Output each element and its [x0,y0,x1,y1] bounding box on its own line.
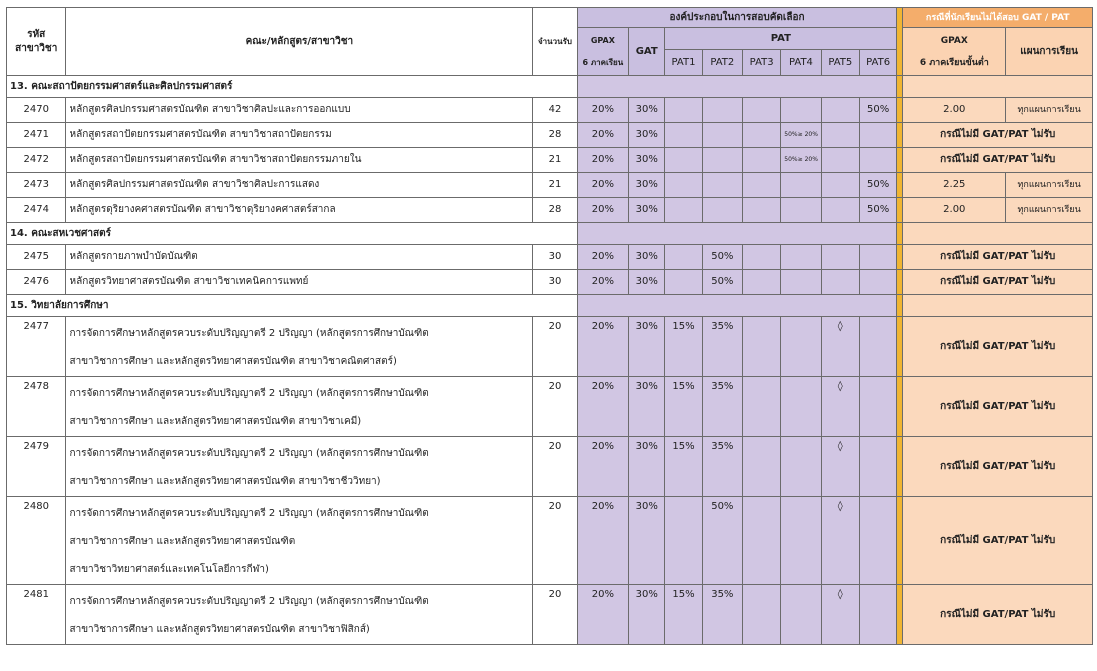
program-name-line: สาขาวิชาการศึกษา และหลักสูตรวิทยาศาสตรบัณฑิต สาขาวิชาเคมี) [69,416,362,427]
header-pat: PAT [665,28,897,50]
pat3-weight [742,173,780,198]
pat4-weight [781,198,821,223]
header-components: องค์ประกอบในการสอบคัดเลือก [577,8,897,28]
section-purple-filler [577,295,897,317]
pat4-weight [781,377,821,437]
pat4-weight [781,585,821,645]
program-name-line: หลักสูตรศิลปกรรมศาสตรบัณฑิต สาขาวิชาศิลปะการแสดง [69,179,320,190]
pat3-weight [742,317,780,377]
pat3-weight [742,123,780,148]
study-plan: ทุกแผนการเรียน [1006,198,1093,223]
header-pat-1: PAT1 [665,50,702,76]
gpax-weight: 20% [577,270,628,295]
pat5-weight: ◊ [821,377,859,437]
program-code: 2476 [7,270,66,295]
table-row [7,585,1093,645]
gpax-weight: 20% [577,123,628,148]
pat5-weight [821,98,859,123]
study-plan: ทุกแผนการเรียน [1006,173,1093,198]
header-pat-2: PAT2 [702,50,742,76]
program-name-line: สาขาวิชาการศึกษา และหลักสูตรวิทยาศาสตรบัณฑิต [69,536,296,547]
section-peach-filler [903,76,1093,98]
program-name-line: สาขาวิชาวิทยาศาสตร์และเทคโนโลยีการกีฬา) [69,564,269,575]
pat4-weight: 50%≥ 20% [781,123,821,148]
pat2-weight [702,173,742,198]
pat5-weight [821,148,859,173]
program-name [66,270,533,295]
table-row [7,377,1093,437]
table-row [7,317,1093,377]
pat6-weight: 50% [859,173,896,198]
section-purple-filler [577,223,897,245]
pat3-weight [742,377,780,437]
program-name-line: หลักสูตรดุริยางคศาสตรบัณฑิต สาขาวิชาดุริยางคศาสตร์สากล [69,204,336,215]
gat-weight: 30% [629,585,665,645]
program-name-line: การจัดการศึกษาหลักสูตรควบระดับปริญญาตรี 2 ปริญญา (หลักสูตรการศึกษาบัณฑิต [69,328,429,339]
intake-count: 28 [533,198,577,223]
gpax-weight: 20% [577,173,628,198]
section-title: 13. คณะสถาปัตยกรรมศาสตร์และศิลปกรรมศาสตร์ [7,76,578,98]
pat5-weight [821,198,859,223]
pat5-weight: ◊ [821,585,859,645]
gat-weight: 30% [629,198,665,223]
gpax-weight: 20% [577,377,628,437]
gpax-weight: 20% [577,437,628,497]
header-gpax: GPAX 6 ภาคเรียน [577,28,628,76]
pat2-weight [702,148,742,173]
gpax-weight: 20% [577,245,628,270]
min-gpax: 2.25 [903,173,1006,198]
table-row [7,98,1093,123]
table-row [7,245,1093,270]
program-name [66,585,533,645]
table-row [7,198,1093,223]
gat-weight: 30% [629,437,665,497]
program-name [66,98,533,123]
pat2-weight: 35% [702,377,742,437]
pat6-weight: 50% [859,98,896,123]
pat2-weight [702,198,742,223]
program-name-line: การจัดการศึกษาหลักสูตรควบระดับปริญญาตรี 2 ปริญญา (หลักสูตรการศึกษาบัณฑิต [69,448,429,459]
no-gat-note: กรณีไม่มี GAT/PAT ไม่รับ [903,245,1093,270]
program-name-line: การจัดการศึกษาหลักสูตรควบระดับปริญญาตรี 2 ปริญญา (หลักสูตรการศึกษาบัณฑิต [69,596,429,607]
pat1-weight [665,123,702,148]
min-gpax: 2.00 [903,98,1006,123]
gat-weight: 30% [629,317,665,377]
header-study-plan: แผนการเรียน [1006,28,1093,76]
pat2-weight: 50% [702,245,742,270]
no-gat-note: กรณีไม่มี GAT/PAT ไม่รับ [903,377,1093,437]
gat-weight: 30% [629,245,665,270]
intake-count: 42 [533,98,577,123]
program-name [66,245,533,270]
gat-weight: 30% [629,98,665,123]
pat1-weight: 15% [665,437,702,497]
gpax-weight: 20% [577,497,628,585]
pat2-weight: 35% [702,437,742,497]
pat6-weight [859,317,896,377]
section-row [7,223,1093,245]
gat-weight: 30% [629,148,665,173]
header-gat: GAT [629,28,665,76]
pat5-weight [821,123,859,148]
section-peach-filler [903,295,1093,317]
intake-count: 30 [533,245,577,270]
pat4-weight [781,270,821,295]
gat-weight: 30% [629,173,665,198]
pat2-weight [702,98,742,123]
pat6-weight [859,437,896,497]
program-code: 2478 [7,377,66,437]
program-name [66,437,533,497]
pat5-weight: ◊ [821,317,859,377]
pat6-weight [859,245,896,270]
min-gpax: 2.00 [903,198,1006,223]
header-min-gpax: GPAX 6 ภาคเรียนขั้นต่ำ [903,28,1006,76]
gat-weight: 30% [629,123,665,148]
study-plan: ทุกแผนการเรียน [1006,98,1093,123]
pat3-weight [742,148,780,173]
pat3-weight [742,497,780,585]
program-code: 2480 [7,497,66,585]
program-code: 2470 [7,98,66,123]
program-name [66,497,533,585]
program-code: 2477 [7,317,66,377]
pat3-weight [742,98,780,123]
gpax-weight: 20% [577,198,628,223]
header-pat-5: PAT5 [821,50,859,76]
header-pat-6: PAT6 [859,50,896,76]
pat1-weight [665,148,702,173]
pat5-weight: ◊ [821,437,859,497]
pat4-weight [781,245,821,270]
table-row [7,270,1093,295]
pat1-weight [665,245,702,270]
program-name [66,173,533,198]
program-code: 2474 [7,198,66,223]
intake-count: 28 [533,123,577,148]
pat1-weight [665,270,702,295]
intake-count: 21 [533,148,577,173]
pat2-weight: 35% [702,585,742,645]
section-peach-filler [903,223,1093,245]
section-purple-filler [577,76,897,98]
intake-count: 21 [533,173,577,198]
pat6-weight [859,148,896,173]
admission-table [6,7,1093,645]
pat1-weight [665,198,702,223]
no-gat-note: กรณีไม่มี GAT/PAT ไม่รับ [903,437,1093,497]
pat2-weight: 50% [702,270,742,295]
pat1-weight [665,497,702,585]
program-name-line: หลักสูตรวิทยาศาสตรบัณฑิต สาขาวิชาเทคนิคการแพทย์ [69,276,309,287]
intake-count: 20 [533,437,577,497]
pat6-weight [859,270,896,295]
program-code: 2475 [7,245,66,270]
gat-weight: 30% [629,497,665,585]
program-name [66,317,533,377]
pat2-weight: 35% [702,317,742,377]
program-code: 2479 [7,437,66,497]
header-program: คณะ/หลักสูตร/สาขาวิชา [66,8,533,76]
program-name-line: สาขาวิชาการศึกษา และหลักสูตรวิทยาศาสตรบัณฑิต สาขาวิชาฟิสิกส์) [69,624,370,635]
no-gat-note: กรณีไม่มี GAT/PAT ไม่รับ [903,497,1093,585]
pat6-weight: 50% [859,198,896,223]
intake-count: 20 [533,377,577,437]
intake-count: 20 [533,317,577,377]
no-gat-note: กรณีไม่มี GAT/PAT ไม่รับ [903,123,1093,148]
gpax-weight: 20% [577,317,628,377]
program-name-line: สาขาวิชาการศึกษา และหลักสูตรวิทยาศาสตรบัณฑิต สาขาวิชาชีววิทยา) [69,476,381,487]
program-name-line: หลักสูตรกายภาพบำบัดบัณฑิต [69,251,198,262]
no-gat-note: กรณีไม่มี GAT/PAT ไม่รับ [903,585,1093,645]
pat4-weight [781,497,821,585]
program-name-line: การจัดการศึกษาหลักสูตรควบระดับปริญญาตรี 2 ปริญญา (หลักสูตรการศึกษาบัณฑิต [69,388,429,399]
gat-weight: 30% [629,270,665,295]
pat3-weight [742,245,780,270]
program-name [66,123,533,148]
pat4-weight: 50%≥ 20% [781,148,821,173]
pat3-weight [742,270,780,295]
program-code: 2471 [7,123,66,148]
header-intake: จำนวนรับ [533,8,577,76]
pat1-weight: 15% [665,317,702,377]
program-code: 2472 [7,148,66,173]
intake-count: 30 [533,270,577,295]
section-row [7,76,1093,98]
no-gat-note: กรณีไม่มี GAT/PAT ไม่รับ [903,270,1093,295]
pat5-weight [821,173,859,198]
gpax-weight: 20% [577,148,628,173]
header-pat-4: PAT4 [781,50,821,76]
pat1-weight [665,173,702,198]
pat5-weight [821,245,859,270]
section-title: 14. คณะสหเวชศาสตร์ [7,223,578,245]
pat4-weight [781,98,821,123]
program-name-line: หลักสูตรศิลปกรรมศาสตรบัณฑิต สาขาวิชาศิลปะและการออกแบบ [69,104,351,115]
no-gat-note: กรณีไม่มี GAT/PAT ไม่รับ [903,317,1093,377]
header-pat-3: PAT3 [742,50,780,76]
section-row [7,295,1093,317]
no-gat-note: กรณีไม่มี GAT/PAT ไม่รับ [903,148,1093,173]
intake-count: 20 [533,497,577,585]
program-name-line: หลักสูตรสถาปัตยกรรมศาสตรบัณฑิต สาขาวิชาสถาปัตยกรรม [69,129,332,140]
pat6-weight [859,497,896,585]
program-name-line: สาขาวิชาการศึกษา และหลักสูตรวิทยาศาสตรบัณฑิต สาขาวิชาคณิตศาสตร์) [69,356,397,367]
pat5-weight: ◊ [821,497,859,585]
pat1-weight: 15% [665,377,702,437]
program-name-line: หลักสูตรสถาปัตยกรรมศาสตรบัณฑิต สาขาวิชาสถาปัตยกรรมภายใน [69,154,362,165]
pat6-weight [859,123,896,148]
intake-count: 20 [533,585,577,645]
table-row [7,148,1093,173]
table-row [7,123,1093,148]
pat4-weight [781,173,821,198]
header-no-gat: กรณีที่นักเรียนไม่ได้สอบ GAT / PAT [903,8,1093,28]
program-name-line: การจัดการศึกษาหลักสูตรควบระดับปริญญาตรี 2 ปริญญา (หลักสูตรการศึกษาบัณฑิต [69,508,429,519]
gpax-weight: 20% [577,585,628,645]
pat5-weight [821,270,859,295]
pat2-weight: 50% [702,497,742,585]
pat1-weight [665,98,702,123]
gpax-weight: 20% [577,98,628,123]
program-name [66,198,533,223]
pat2-weight [702,123,742,148]
pat3-weight [742,585,780,645]
header-code: รหัส สาขาวิชา [7,8,66,76]
table-row [7,437,1093,497]
program-name [66,148,533,173]
pat4-weight [781,437,821,497]
program-code: 2473 [7,173,66,198]
pat3-weight [742,198,780,223]
table-row [7,497,1093,585]
pat4-weight [781,317,821,377]
program-name [66,377,533,437]
pat3-weight [742,437,780,497]
table-row [7,173,1093,198]
program-code: 2481 [7,585,66,645]
pat1-weight: 15% [665,585,702,645]
section-title: 15. วิทยาลัยการศึกษา [7,295,578,317]
pat6-weight [859,585,896,645]
gat-weight: 30% [629,377,665,437]
pat6-weight [859,377,896,437]
